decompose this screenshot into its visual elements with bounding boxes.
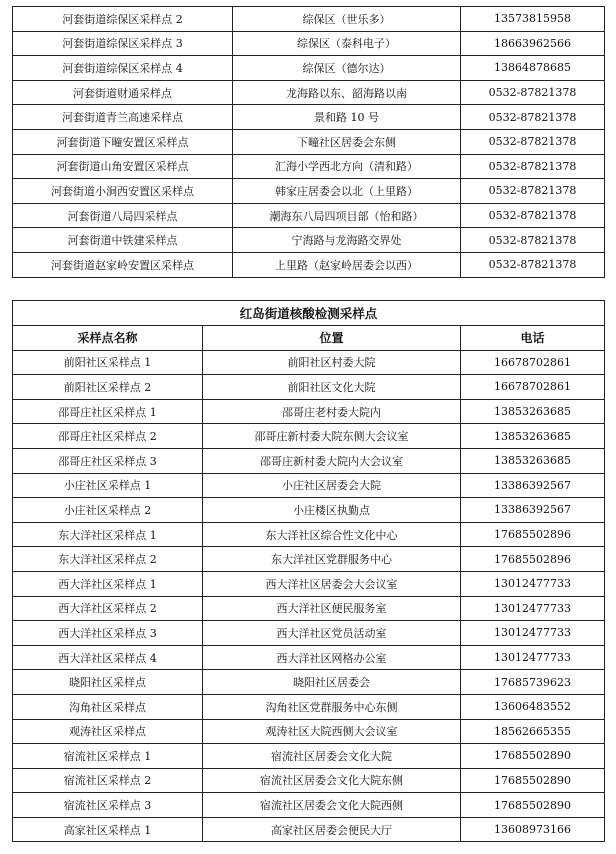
cell-location: 韩家庄居委会以北（上里路）: [233, 179, 461, 204]
cell-phone: 13853263685: [461, 424, 605, 449]
cell-phone: 17685502896: [461, 547, 605, 572]
cell-phone: 13608973166: [461, 817, 605, 842]
cell-name: 河套街道综保区采样点 3: [13, 31, 233, 56]
table-row: [13, 129, 605, 154]
table-row: [13, 719, 605, 744]
cell-phone: 17685502890: [461, 768, 605, 793]
cell-location: 邵哥庄老村委大院内: [203, 399, 461, 424]
table-row: [13, 105, 605, 130]
cell-name: 前阳社区采样点 2: [13, 375, 203, 400]
cell-name: 东大洋社区采样点 2: [13, 547, 203, 572]
hetao-table-body: [13, 7, 605, 278]
cell-location: 汇海小学西北方向（清和路）: [233, 154, 461, 179]
cell-location: 综保区（泰科电子）: [233, 31, 461, 56]
cell-phone: 13386392567: [461, 498, 605, 523]
cell-location: 沟角社区党群服务中心东侧: [203, 694, 461, 719]
cell-location: 西大洋社区党员活动室: [203, 621, 461, 646]
table-row: [13, 670, 605, 695]
table-row: [13, 793, 605, 818]
cell-phone: 17685502896: [461, 522, 605, 547]
table-row: [13, 56, 605, 81]
table-row: [13, 424, 605, 449]
cell-location: 西大洋社区便民服务室: [203, 596, 461, 621]
cell-phone: 0532-87821378: [461, 179, 605, 204]
cell-phone: 0532-87821378: [461, 154, 605, 179]
cell-name: 河套街道八局四采样点: [13, 203, 233, 228]
table-row: [13, 7, 605, 32]
cell-name: 前阳社区采样点 1: [13, 350, 203, 375]
cell-location: 观涛社区大院西侧大会议室: [203, 719, 461, 744]
cell-location: 东大洋社区综合性文化中心: [203, 522, 461, 547]
cell-name: 邵哥庄社区采样点 1: [13, 399, 203, 424]
cell-location: 小庄楼区执勤点: [203, 498, 461, 523]
table-row: [13, 596, 605, 621]
cell-phone: 13573815958: [461, 7, 605, 32]
cell-location: 上里路（赵家岭居委会以西）: [233, 252, 461, 277]
table-row: [13, 498, 605, 523]
cell-name: 河套街道中铁建采样点: [13, 228, 233, 253]
cell-location: 龙海路以东、韶海路以南: [233, 80, 461, 105]
cell-location: 小庄社区居委会大院: [203, 473, 461, 498]
header-name: 采样点名称: [13, 326, 203, 351]
cell-location: 宿流社区居委会文化大院: [203, 744, 461, 769]
cell-name: 邵哥庄社区采样点 2: [13, 424, 203, 449]
cell-name: 沟角社区采样点: [13, 694, 203, 719]
cell-phone: 13012477733: [461, 645, 605, 670]
table-header-row: [13, 326, 605, 351]
cell-name: 西大洋社区采样点 2: [13, 596, 203, 621]
table-row: [13, 80, 605, 105]
cell-name: 河套街道综保区采样点 4: [13, 56, 233, 81]
cell-location: 景和路 10 号: [233, 105, 461, 130]
cell-location: 潮海东八局四项目部（怡和路）: [233, 203, 461, 228]
table-title: 红岛街道核酸检测采样点: [13, 301, 605, 326]
cell-location: 宿流社区居委会文化大院东侧: [203, 768, 461, 793]
cell-location: 下疃社区居委会东侧: [233, 129, 461, 154]
cell-phone: 17685502890: [461, 793, 605, 818]
cell-name: 宿流社区采样点 3: [13, 793, 203, 818]
cell-name: 宿流社区采样点 1: [13, 744, 203, 769]
cell-name: 河套街道青兰高速采样点: [13, 105, 233, 130]
cell-phone: 13012477733: [461, 596, 605, 621]
cell-phone: 13864878685: [461, 56, 605, 81]
cell-location: 西大洋社区网格办公室: [203, 645, 461, 670]
cell-name: 晓阳社区采样点: [13, 670, 203, 695]
cell-name: 河套街道小涧西安置区采样点: [13, 179, 233, 204]
table-row: [13, 473, 605, 498]
table-row: [13, 768, 605, 793]
table-row: [13, 203, 605, 228]
cell-phone: 0532-87821378: [461, 105, 605, 130]
header-location: 位置: [203, 326, 461, 351]
cell-name: 河套街道山角安置区采样点: [13, 154, 233, 179]
hongdao-table-body: [13, 350, 605, 842]
table-row: [13, 817, 605, 842]
cell-phone: 0532-87821378: [461, 228, 605, 253]
table-row: [13, 621, 605, 646]
cell-location: 邵哥庄新村委大院东侧大会议室: [203, 424, 461, 449]
cell-location: 综保区（世乐多）: [233, 7, 461, 32]
table-row: [13, 350, 605, 375]
table-row: [13, 571, 605, 596]
cell-phone: 0532-87821378: [461, 129, 605, 154]
table-row: [13, 522, 605, 547]
table-row: [13, 31, 605, 56]
cell-name: 邵哥庄社区采样点 3: [13, 448, 203, 473]
cell-location: 前阳社区文化大院: [203, 375, 461, 400]
cell-phone: 13386392567: [461, 473, 605, 498]
cell-name: 东大洋社区采样点 1: [13, 522, 203, 547]
cell-name: 西大洋社区采样点 4: [13, 645, 203, 670]
table-row: [13, 154, 605, 179]
table-row: [13, 179, 605, 204]
table-row: [13, 645, 605, 670]
cell-location: 综保区（德尔达）: [233, 56, 461, 81]
cell-name: 观涛社区采样点: [13, 719, 203, 744]
cell-phone: 13853263685: [461, 448, 605, 473]
table-row: [13, 744, 605, 769]
cell-phone: 13606483552: [461, 694, 605, 719]
table-row: [13, 694, 605, 719]
cell-phone: 0532-87821378: [461, 252, 605, 277]
table-title-row: [13, 301, 605, 326]
header-phone: 电话: [461, 326, 605, 351]
cell-location: 晓阳社区居委会: [203, 670, 461, 695]
cell-name: 小庄社区采样点 1: [13, 473, 203, 498]
hetao-sampling-table: [12, 6, 605, 278]
table-row: [13, 547, 605, 572]
cell-location: 前阳社区村委大院: [203, 350, 461, 375]
cell-name: 河套街道综保区采样点 2: [13, 7, 233, 32]
cell-location: 宿流社区居委会文化大院西侧: [203, 793, 461, 818]
table-row: [13, 375, 605, 400]
table-row: [13, 448, 605, 473]
cell-location: 西大洋社区居委会大会议室: [203, 571, 461, 596]
cell-phone: 13012477733: [461, 571, 605, 596]
cell-name: 宿流社区采样点 2: [13, 768, 203, 793]
table-row: [13, 252, 605, 277]
cell-name: 西大洋社区采样点 3: [13, 621, 203, 646]
table-row: [13, 399, 605, 424]
cell-phone: 13012477733: [461, 621, 605, 646]
cell-phone: 17685739623: [461, 670, 605, 695]
cell-phone: 17685502890: [461, 744, 605, 769]
cell-location: 高家社区居委会便民大厅: [203, 817, 461, 842]
cell-location: 宁海路与龙海路交界处: [233, 228, 461, 253]
hongdao-sampling-table: [12, 300, 605, 842]
cell-phone: 13853263685: [461, 399, 605, 424]
table-row: [13, 228, 605, 253]
cell-phone: 16678702861: [461, 375, 605, 400]
cell-phone: 16678702861: [461, 350, 605, 375]
cell-phone: 18562665355: [461, 719, 605, 744]
cell-name: 河套街道赵家岭安置区采样点: [13, 252, 233, 277]
cell-name: 西大洋社区采样点 1: [13, 571, 203, 596]
cell-name: 河套街道下疃安置区采样点: [13, 129, 233, 154]
cell-phone: 0532-87821378: [461, 203, 605, 228]
cell-name: 河套街道财通采样点: [13, 80, 233, 105]
cell-location: 东大洋社区党群服务中心: [203, 547, 461, 572]
cell-name: 高家社区采样点 1: [13, 817, 203, 842]
cell-phone: 18663962566: [461, 31, 605, 56]
cell-name: 小庄社区采样点 2: [13, 498, 203, 523]
cell-location: 邵哥庄新村委大院内大会议室: [203, 448, 461, 473]
cell-phone: 0532-87821378: [461, 80, 605, 105]
